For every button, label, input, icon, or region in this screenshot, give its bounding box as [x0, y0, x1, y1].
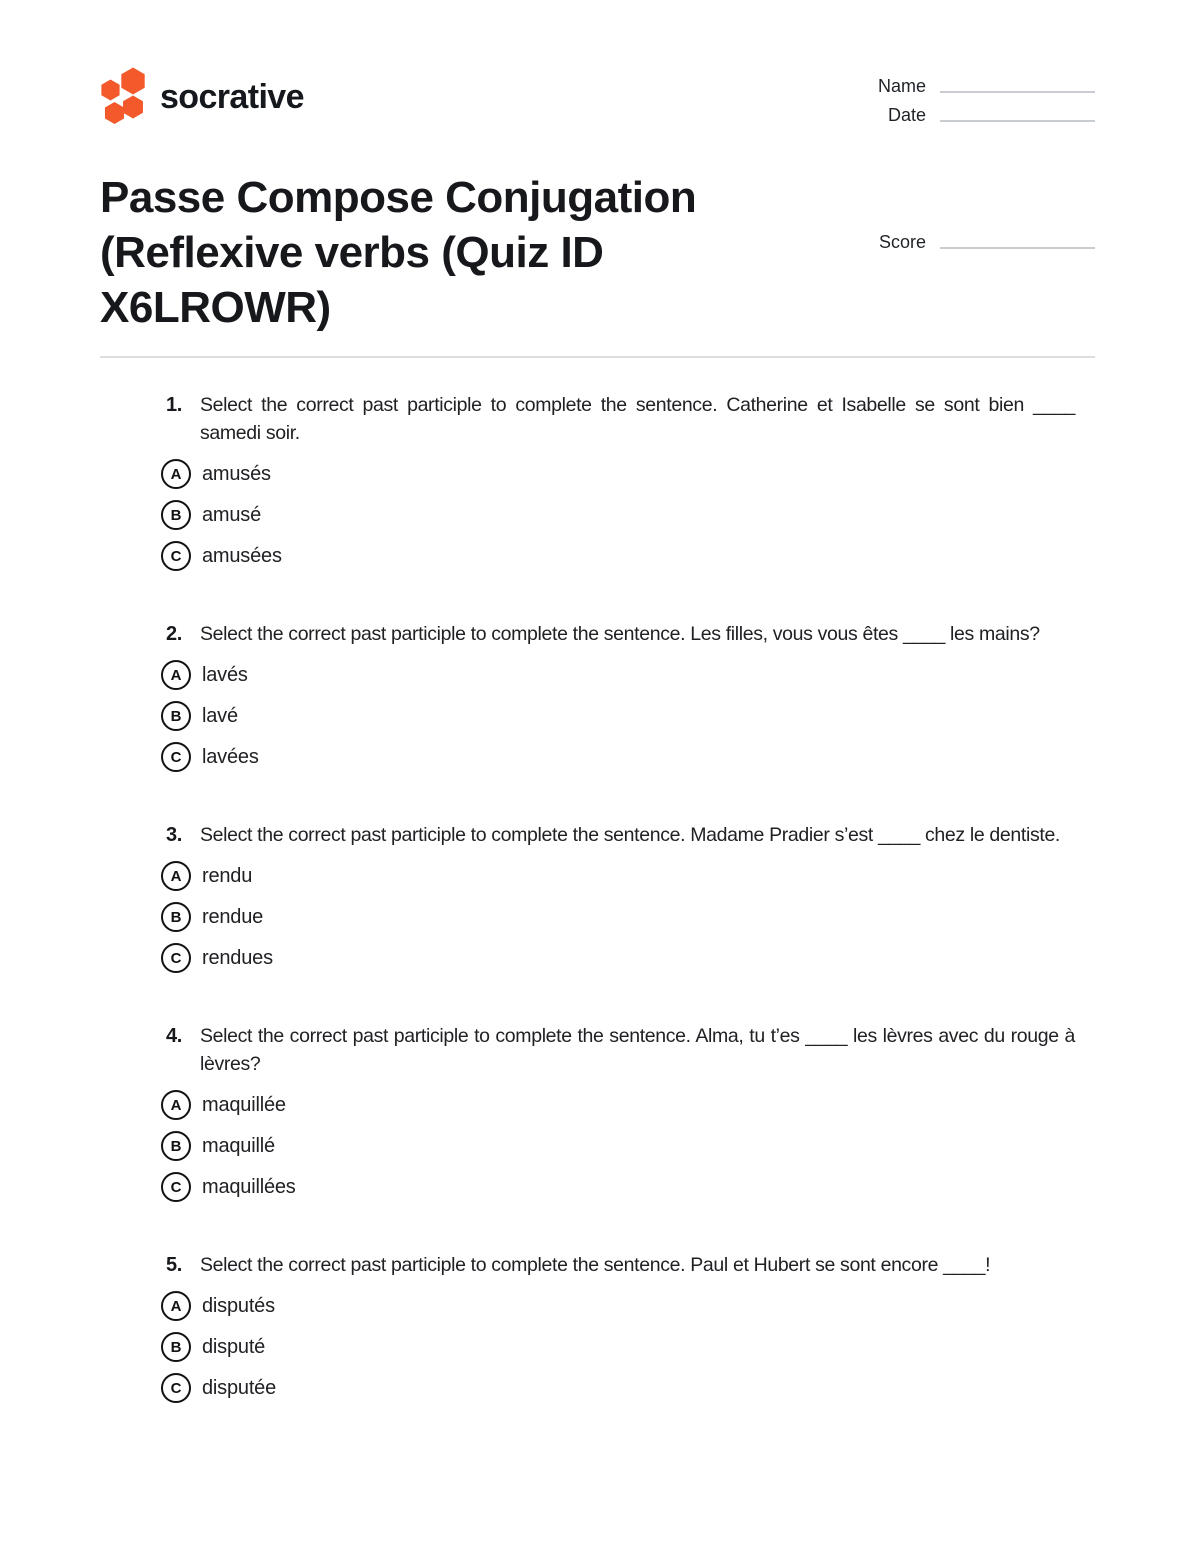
option-letter: A: [170, 666, 182, 684]
question-block: [166, 821, 1075, 973]
option-letter: A: [170, 1096, 182, 1114]
option-letter: A: [170, 465, 182, 483]
name-field-row: [872, 76, 1095, 96]
answer-options: [170, 861, 1075, 973]
questions-list: [100, 391, 1095, 1403]
answer-option[interactable]: [161, 1172, 1075, 1202]
option-letter: B: [170, 506, 182, 524]
option-letter-bubble[interactable]: [161, 1172, 191, 1202]
option-letter: C: [170, 1178, 182, 1196]
option-text: amusées: [202, 544, 282, 567]
score-write-in-line[interactable]: [940, 232, 1095, 249]
title-section: [100, 170, 1095, 335]
option-text: lavées: [202, 745, 259, 768]
option-letter: B: [170, 707, 182, 725]
score-label: Score: [878, 232, 926, 252]
option-letter: C: [170, 748, 182, 766]
answer-option[interactable]: [161, 902, 1075, 932]
answer-option[interactable]: [161, 541, 1075, 571]
option-letter-bubble[interactable]: [161, 660, 191, 690]
date-field-row: [872, 105, 1095, 125]
option-letter-bubble[interactable]: [161, 1373, 191, 1403]
answer-options: [170, 459, 1075, 571]
answer-option[interactable]: [161, 1373, 1075, 1403]
name-write-in-line[interactable]: [940, 76, 1095, 93]
answer-options: [170, 1090, 1075, 1202]
header-divider: [100, 356, 1095, 358]
answer-option[interactable]: [161, 1291, 1075, 1321]
option-text: amusé: [202, 503, 262, 526]
option-text: maquillée: [202, 1093, 286, 1116]
option-letter-bubble[interactable]: [161, 902, 191, 932]
question-text: Select the correct past participle to complete the sentence. Les filles, vous vous êtes ____ les mains?: [200, 623, 1040, 645]
option-letter: C: [170, 1379, 182, 1397]
answer-option[interactable]: [161, 861, 1075, 891]
option-text: lavé: [202, 704, 238, 727]
option-letter-bubble[interactable]: [161, 1332, 191, 1362]
question-number: 5.: [166, 1254, 182, 1276]
answer-option[interactable]: [161, 943, 1075, 973]
question-text: Select the correct past participle to complete the sentence. Alma, tu t’es ____ les lèvres avec du rouge à lèvres?: [200, 1025, 1075, 1075]
answer-option[interactable]: [161, 1090, 1075, 1120]
name-label: Name: [877, 76, 926, 96]
quiz-title: Passe Compose Conjugation (Reflexive verbs (Quiz ID X6LROWR): [100, 173, 697, 332]
question-block: [166, 620, 1075, 772]
option-text: rendues: [202, 946, 273, 969]
option-letter: B: [170, 908, 182, 926]
option-letter-bubble[interactable]: [161, 861, 191, 891]
option-text: disputée: [202, 1376, 277, 1399]
option-text: maquillées: [202, 1175, 296, 1198]
question-paragraph: [166, 1022, 1075, 1078]
answer-option[interactable]: [161, 701, 1075, 731]
question-block: [166, 1022, 1075, 1202]
answer-option[interactable]: [161, 742, 1075, 772]
answer-options: [170, 1291, 1075, 1403]
score-field-row: [872, 232, 1095, 252]
answer-option[interactable]: [161, 500, 1075, 530]
option-text: rendue: [202, 905, 264, 928]
question-block: [166, 1251, 1075, 1403]
option-letter-bubble[interactable]: [161, 943, 191, 973]
option-text: maquillé: [202, 1134, 275, 1157]
option-letter-bubble[interactable]: [161, 701, 191, 731]
student-info-fields: [872, 76, 1095, 134]
question-number: 4.: [166, 1025, 182, 1047]
option-letter: C: [170, 949, 182, 967]
answer-option[interactable]: [161, 660, 1075, 690]
question-text: Select the correct past participle to complete the sentence. Catherine et Isabelle se sont bien ____ samedi soir.: [200, 394, 1075, 444]
question-paragraph: [166, 821, 1075, 849]
question-text: Select the correct past participle to complete the sentence. Paul et Hubert se sont encore ____!: [200, 1254, 991, 1276]
date-write-in-line[interactable]: [940, 105, 1095, 122]
question-block: [166, 391, 1075, 571]
option-letter: B: [170, 1137, 182, 1155]
socrative-hexagons-icon: [100, 66, 152, 126]
option-letter-bubble[interactable]: [161, 1131, 191, 1161]
option-letter-bubble[interactable]: [161, 1291, 191, 1321]
option-text: amusés: [202, 462, 271, 485]
option-text: rendu: [202, 864, 253, 887]
option-letter: A: [170, 1297, 182, 1315]
page-header: [100, 66, 1095, 134]
question-paragraph: [166, 1251, 1075, 1279]
answer-option[interactable]: [161, 1332, 1075, 1362]
question-number: 2.: [166, 623, 182, 645]
option-letter-bubble[interactable]: [161, 541, 191, 571]
answer-options: [170, 660, 1075, 772]
date-label: Date: [887, 105, 926, 125]
option-letter-bubble[interactable]: [161, 742, 191, 772]
socrative-wordmark: socrative: [160, 78, 304, 116]
question-number: 1.: [166, 394, 182, 416]
option-letter-bubble[interactable]: [161, 459, 191, 489]
question-text: Select the correct past participle to complete the sentence. Madame Pradier s’est ____ chez le dentiste.: [200, 824, 1061, 846]
option-text: disputé: [202, 1335, 266, 1358]
socrative-logo: [100, 66, 304, 126]
question-paragraph: [166, 391, 1075, 447]
option-letter: B: [170, 1338, 182, 1356]
question-number: 3.: [166, 824, 182, 846]
option-letter: A: [170, 867, 182, 885]
answer-option[interactable]: [161, 1131, 1075, 1161]
option-letter-bubble[interactable]: [161, 500, 191, 530]
option-letter: C: [170, 547, 182, 565]
question-paragraph: [166, 620, 1075, 648]
answer-option[interactable]: [161, 459, 1075, 489]
option-text: disputés: [202, 1294, 275, 1317]
option-letter-bubble[interactable]: [161, 1090, 191, 1120]
option-text: lavés: [202, 663, 248, 686]
